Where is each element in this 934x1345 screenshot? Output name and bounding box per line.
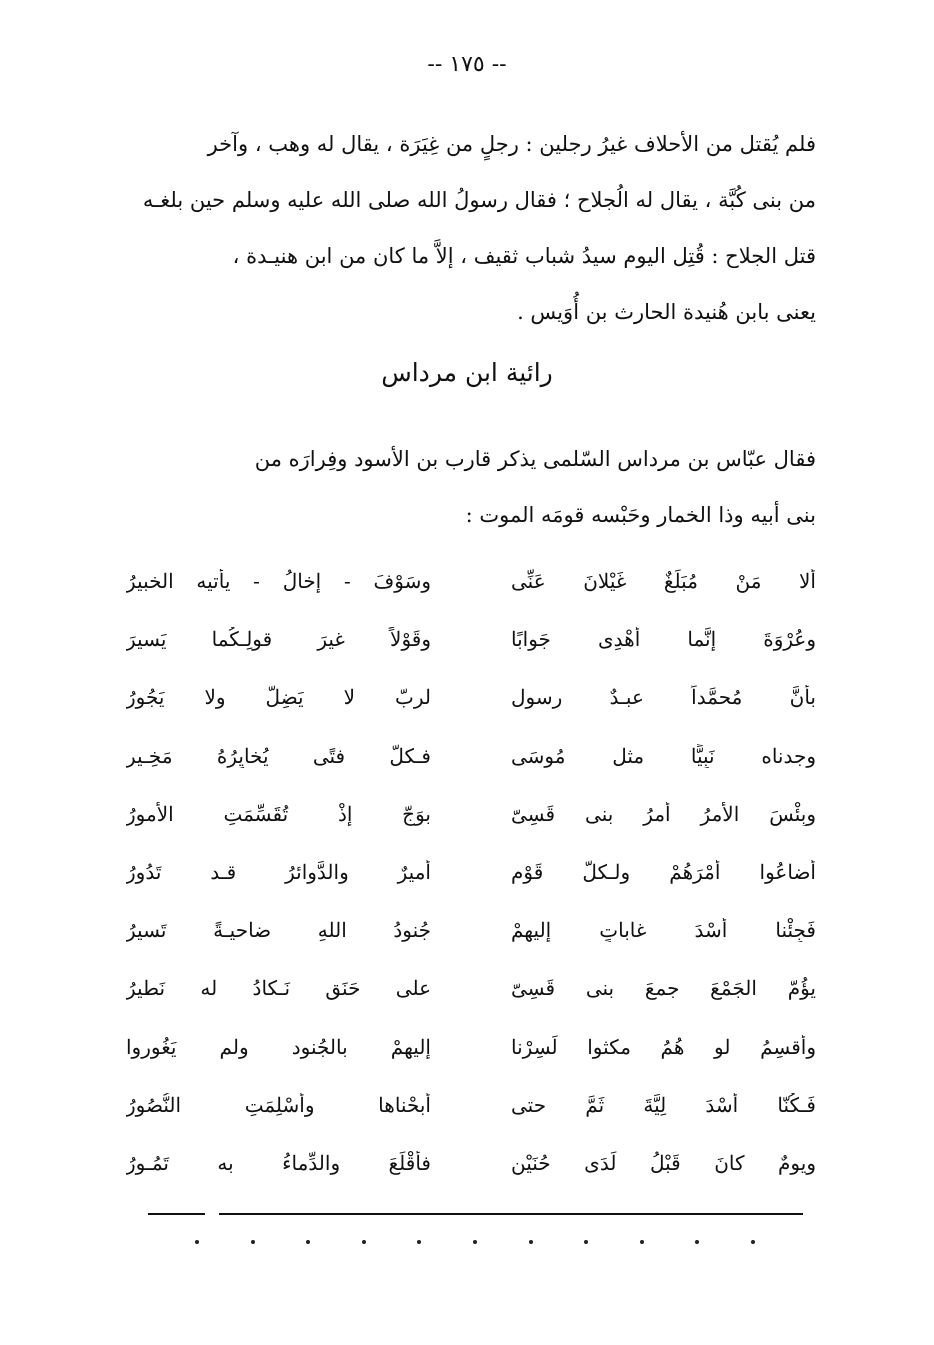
poem	[126, 552, 816, 1192]
poem-intro-paragraph	[126, 431, 816, 543]
first-hemistich: بأنَّ مُحمَّداً عبـدٌ رسول	[511, 685, 816, 710]
dot-mark	[251, 1240, 255, 1244]
second-hemistich: أبحْناها وأُسْلِمَتِ النُّصُورُ	[126, 1092, 431, 1117]
second-hemistich: فـكلّ فتًى يُخايِرُهُ مَخِـير	[126, 743, 431, 768]
second-hemistich: أميرٌ والدَّوائرُ قـد تَدُورُ	[126, 860, 431, 885]
verse	[126, 1076, 816, 1134]
second-hemistich: إليهمْ بالجُنود ولم يَغُوروا	[126, 1034, 431, 1059]
second-hemistich: وسَوْفَ - إخالُ - يأتيه الخبيرُ	[126, 569, 431, 594]
paragraph-line: قتل الجلاح : قُتِل اليوم سيدُ شباب ثقيف ، إلاَّ ما كان من ابن هنيـدة ،	[232, 244, 816, 268]
footnote-dots	[195, 1240, 755, 1244]
dot-mark	[362, 1240, 366, 1244]
second-hemistich: وقَوْلاً غيرَ قولِـكُما يَسيرَ	[126, 627, 431, 652]
footer-rule	[148, 1213, 803, 1215]
second-hemistich: بوَجّ إذْ تُقَسِّمَتِ الأُمورُ	[126, 801, 431, 826]
footer-rule-gap	[205, 1211, 219, 1217]
second-hemistich: جُنودُ اللهِ ضاحيـةً تَسيرُ	[126, 918, 431, 943]
paragraph-line: فلم يُقتل من الأحلاف غيرُ رجلين : رجلٍ من غِيَرَة ، يقال له وهب ، وآخر	[207, 132, 816, 156]
paragraph-line: من بنى كُبَّة ، يقال له الُجلاح ؛ فقال رسولُ الله صلى الله عليه وسلم حين بلغـه	[142, 188, 816, 212]
verse	[126, 901, 816, 959]
dot-mark	[529, 1240, 533, 1244]
dot-mark	[751, 1240, 755, 1244]
verse	[126, 610, 816, 668]
verse	[126, 552, 816, 610]
first-hemistich: وعُرْوَةَ إنَّما أُهْدِى جَوابًا	[511, 627, 816, 652]
first-hemistich: فَـكُنّا أُسْدَ لِيَّةَ ثَمَّ حتى	[511, 1092, 816, 1117]
first-hemistich: أضاعُوا أمْرَهُمْ ولـكلّ قَوْمٍ	[511, 860, 816, 885]
section-title: رائية ابن مرداس	[381, 358, 553, 387]
verse	[126, 727, 816, 785]
verse	[126, 668, 816, 726]
dot-mark	[695, 1240, 699, 1244]
second-hemistich: على حَنَقٍ نَـكادُ له نَطيرُ	[126, 976, 431, 1001]
dot-mark	[640, 1240, 644, 1244]
first-hemistich: فَجِئْنا أُسْدَ غاباتٍ إليهمْ	[511, 918, 816, 943]
first-hemistich: وبِئْسَ الأمرُ أمرُ بنى قَسِىّ	[511, 801, 816, 826]
page-number: -- ١٧٥ --	[427, 52, 507, 77]
verse	[126, 1134, 816, 1192]
paragraph-line: فقال عبّاس بن مرداس السّلمى يذكر قارب بن الأسود وفِرارَه من	[254, 447, 816, 471]
verse	[126, 1018, 816, 1076]
dot-mark	[195, 1240, 199, 1244]
second-hemistich: فأقْلَعَ والدِّماءُ به تَمُـورُ	[126, 1150, 431, 1175]
paragraph-line: بنى أبيه وذا الخمار وحَبْسه قومَه الموت :	[465, 503, 816, 527]
first-hemistich: ويومٌ كانَ قَبْلُ لَدَى حُنَيْنٍ	[511, 1150, 816, 1175]
dot-mark	[306, 1240, 310, 1244]
verse	[126, 785, 816, 843]
first-hemistich: وجدناه نَبِيًّا مثل مُوسَى	[511, 743, 816, 768]
first-hemistich: وأُقسِمُ لو هُمُ مكثوا لَسِرْنا	[511, 1034, 816, 1059]
dot-mark	[473, 1240, 477, 1244]
intro-paragraph	[126, 116, 816, 340]
dot-mark	[584, 1240, 588, 1244]
verse	[126, 843, 816, 901]
paragraph-line: يعنى بابن هُنيدة الحارث بن أُوَيس .	[517, 300, 816, 324]
first-hemistich: ألا مَنْ مُبَلِّغٌ غَيْلانَ عَنِّى	[511, 569, 816, 594]
verse	[126, 959, 816, 1017]
dot-mark	[417, 1240, 421, 1244]
second-hemistich: لربّ لا يَضِلُّ ولا يَجُورُ	[126, 685, 431, 710]
first-hemistich: يؤُمّ الجَمْعَ جمعَ بنى قَسِىّ	[511, 976, 816, 1001]
